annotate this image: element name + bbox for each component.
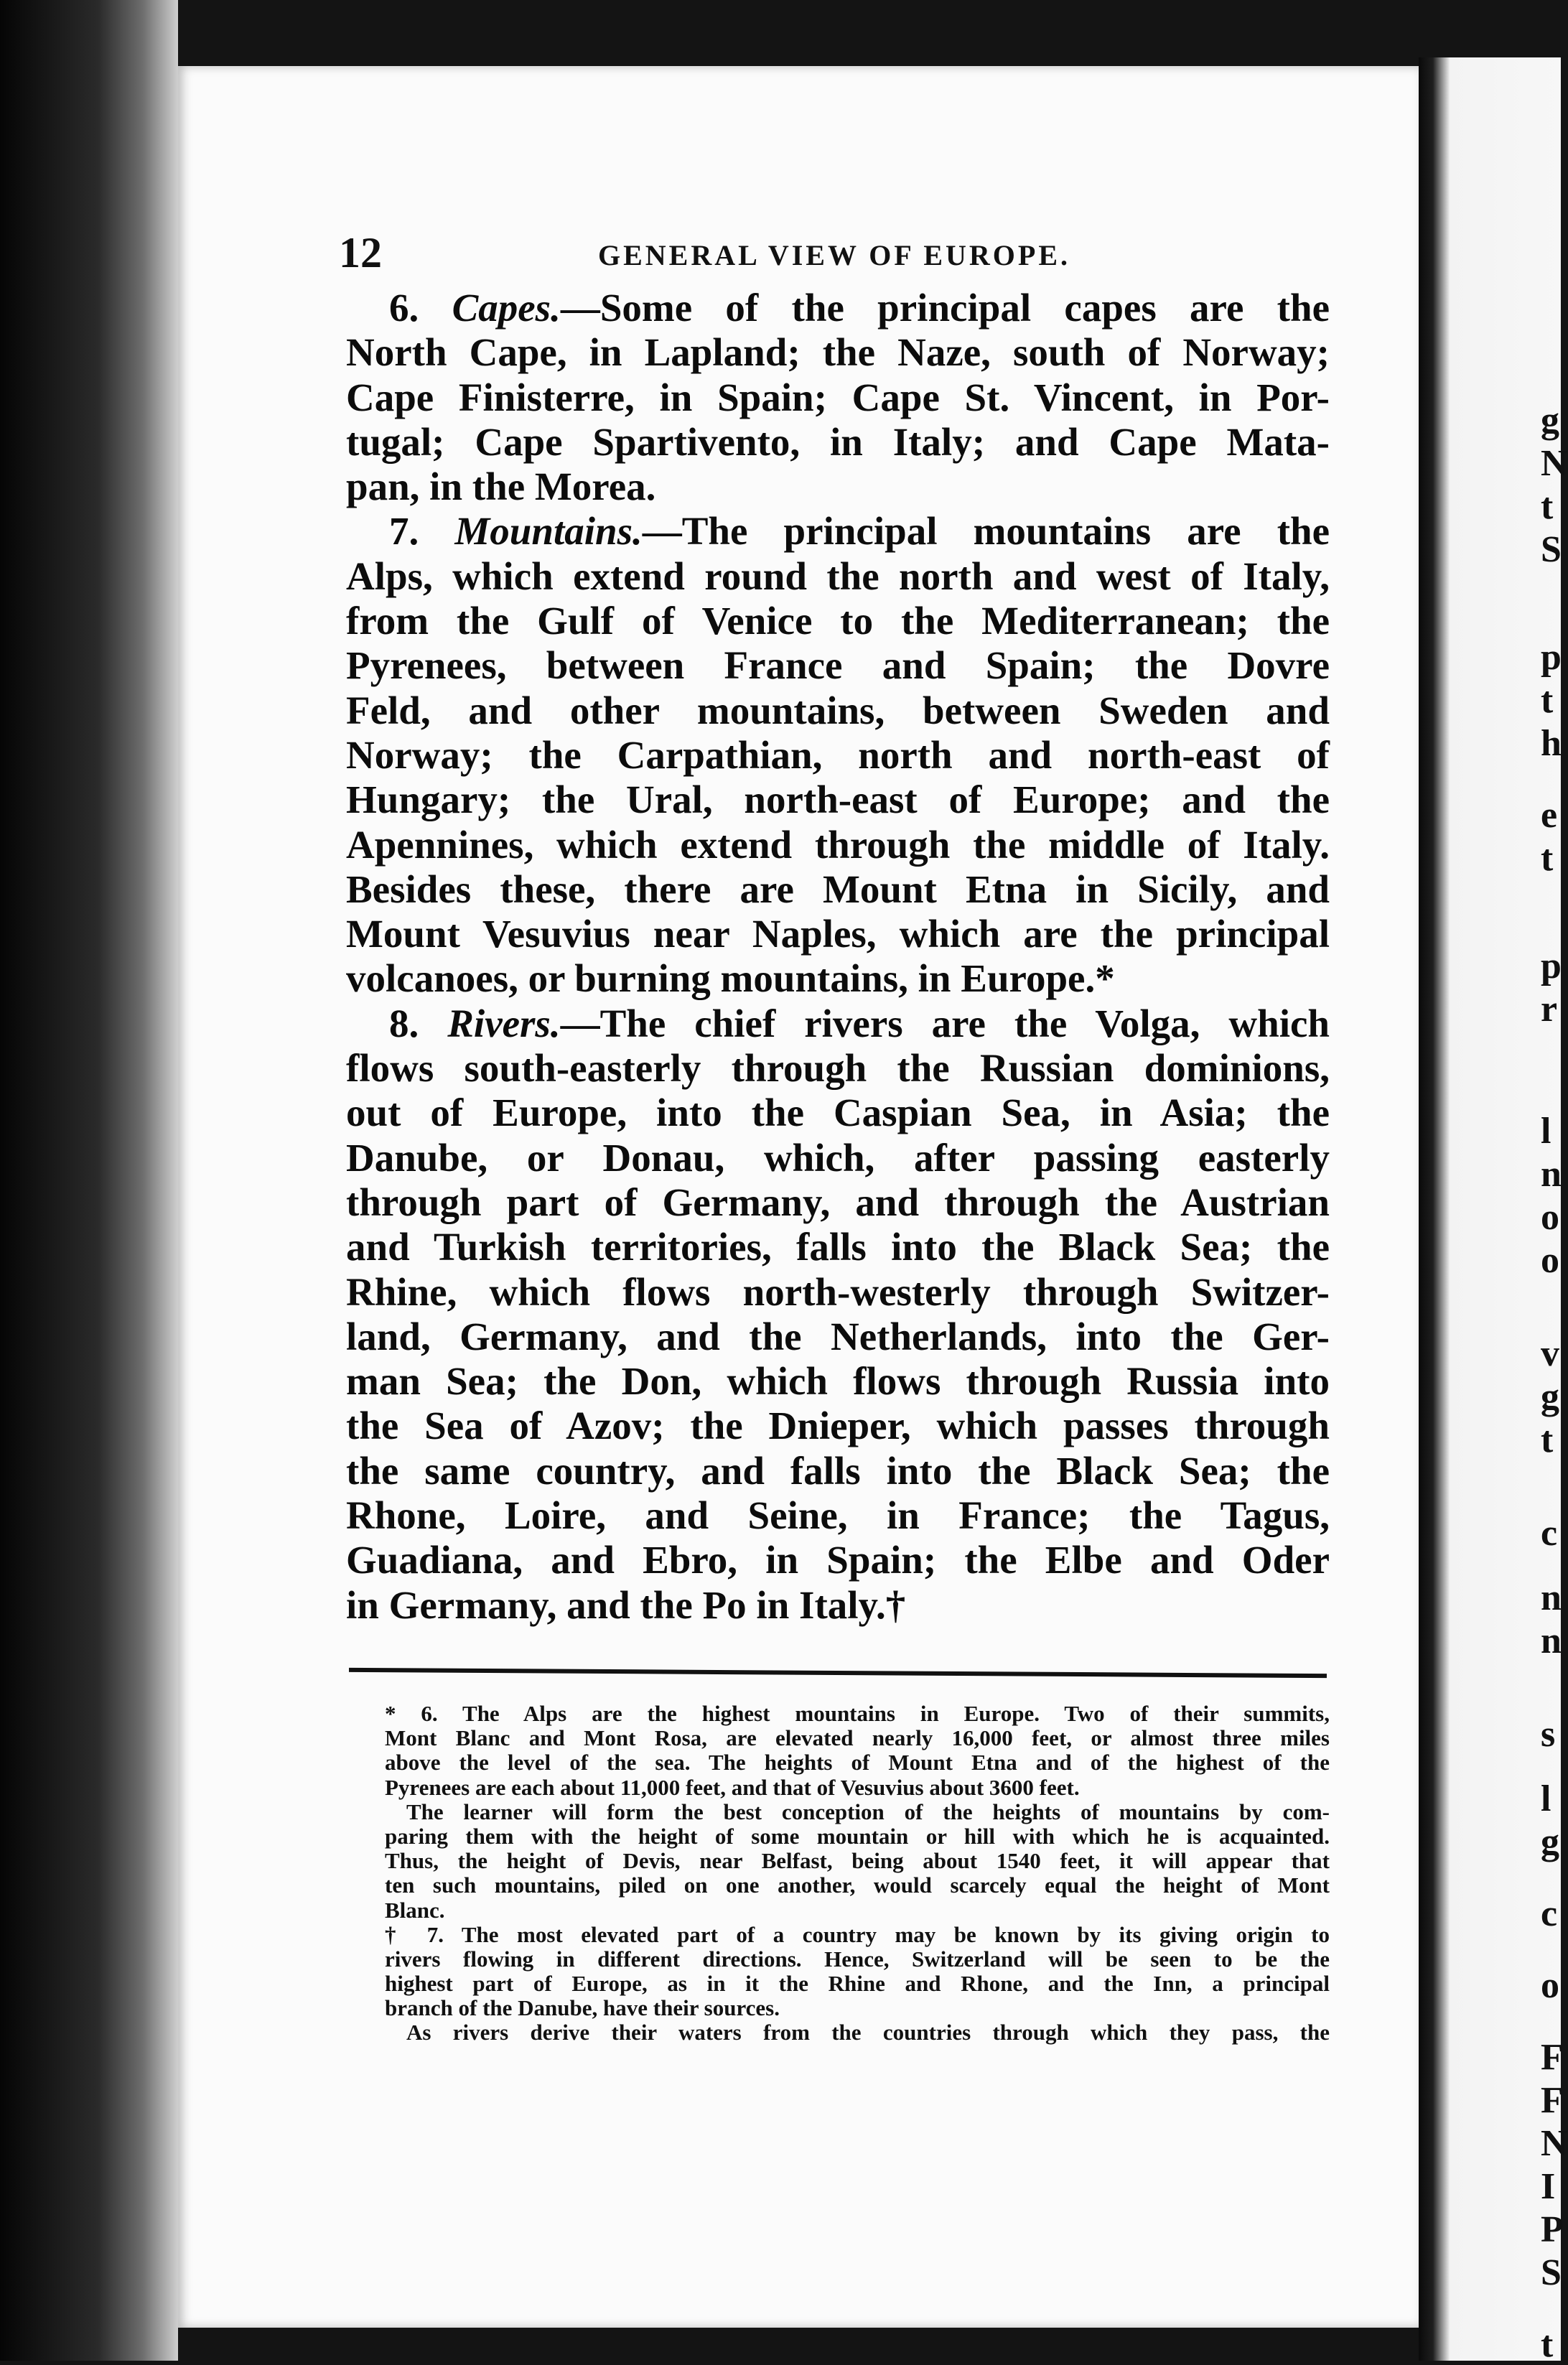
page-number: 12 (339, 229, 382, 276)
text-line (346, 1002, 1330, 1046)
footnote-line: † 7. The most elevated part of a country may be known by its giving origin to (385, 1921, 1330, 1947)
footnote-line: * 6. The Alps are the highest mountains in Europe. Two of their summits, (385, 1701, 1330, 1726)
facing-page-letter: v (1541, 1333, 1559, 1374)
text-line: man Sea; the Don, which flows through Russia into (346, 1359, 1330, 1404)
footnote-line: ten such mountains, piled on one another, would scarcely equal the height of Mont (385, 1872, 1330, 1898)
section-heading: Rivers. (447, 1001, 561, 1045)
facing-page-letter: I (1541, 2166, 1556, 2207)
text-line: Guadiana, and Ebro, in Spain; the Elbe and Oder (346, 1538, 1330, 1582)
facing-page-letter: n (1541, 1577, 1562, 1618)
facing-page-letter: o (1541, 1240, 1559, 1281)
section-number: 7. (389, 509, 455, 554)
facing-page-letter: N (1541, 2123, 1568, 2164)
running-head (339, 228, 1330, 286)
facing-page-letter: c (1541, 1893, 1558, 1934)
text-line: the same country, and falls into the Black Sea; the (346, 1448, 1330, 1493)
footnote-line: highest part of Europe, as in it the Rhine and Rhone, and the Inn, a principal (385, 1971, 1330, 1997)
scan-binding-shadow (0, 0, 178, 2361)
footnote-line: As rivers derive their waters from the countries through which they pass, the (406, 2020, 1330, 2046)
text-line: Danube, or Donau, which, after passing easterly (346, 1135, 1330, 1180)
text-line: land, Germany, and the Netherlands, into the Ger- (346, 1314, 1330, 1358)
facing-page-letter: F (1541, 2080, 1564, 2121)
facing-page-letter: n (1541, 1620, 1562, 1661)
line-text: —Some of the principal capes are the (560, 286, 1330, 330)
text-line: Alps, which extend round the north and west of Italy, (346, 554, 1330, 598)
footnote-line: Pyrenees are each about 11,000 feet, and that of Vesuvius about 3600 feet. (385, 1774, 1080, 1800)
text-line: and Turkish territories, falls into the Black Sea; the (346, 1225, 1330, 1269)
section-number: 8. (389, 1001, 448, 1045)
footnotes (385, 1702, 1330, 2046)
running-title: GENERAL VIEW OF EUROPE. (597, 239, 1071, 271)
text-line: pan, in the Morea. (346, 465, 656, 509)
facing-page-letter: l (1541, 1111, 1551, 1152)
text-line: the Sea of Azov; the Dnieper, which passes through (346, 1404, 1330, 1448)
footnote-line: The learner will form the best conception of the heights of mountains by com- (406, 1799, 1330, 1824)
text-line: Cape Finisterre, in Spain; Cape St. Vincent, in Por- (346, 375, 1330, 419)
facing-page-letter: o (1541, 1197, 1559, 1238)
text-line (346, 509, 1330, 554)
facing-page-letter: S (1541, 529, 1562, 570)
footnote-line: paring them with the height of some mountain or hill with which he is acquainted. (385, 1823, 1330, 1849)
facing-page-letter: l (1541, 1778, 1551, 1819)
text-line: volcanoes, or burning mountains, in Europe.* (346, 956, 1115, 1001)
text-line: flows south-easterly through the Russian dominions, (346, 1046, 1330, 1091)
facing-page-letter: S (1541, 2252, 1562, 2293)
footnote-line: Thus, the height of Devis, near Belfast, being about 1540 feet, it will appear that (385, 1848, 1330, 1874)
facing-page-letter: p (1541, 946, 1562, 986)
facing-page-letter: n (1541, 1154, 1562, 1195)
facing-page-letter: g (1541, 1376, 1559, 1417)
footnote-line: above the level of the sea. The heights of Mount Etna and of the highest of the (385, 1750, 1330, 1776)
footnote (385, 1923, 1330, 2021)
facing-page-letter: g (1541, 400, 1559, 441)
text-line: Besides these, there are Mount Etna in Sicily, and (346, 867, 1330, 911)
text-line: Rhone, Loire, and Seine, in France; the Tagus, (346, 1493, 1330, 1538)
facing-page-letter: t (1541, 486, 1554, 527)
text-line: Apennines, which extend through the middle of Italy. (346, 822, 1330, 867)
facing-page-edge (1419, 57, 1568, 2365)
facing-page-letter: t (1541, 1419, 1554, 1460)
facing-page-letter: p (1541, 637, 1562, 678)
footnote-line: Mont Blanc and Mont Rosa, are elevated nearly 16,000 feet, or almost three miles (385, 1725, 1330, 1751)
facing-page-letter: F (1541, 2037, 1564, 2078)
facing-page-letter: N (1541, 443, 1568, 484)
text-line: tugal; Cape Spartivento, in Italy; and Cape Mata- (346, 419, 1330, 464)
section-heading: Capes. (452, 286, 561, 330)
footnote (385, 1800, 1330, 1923)
footnote-line: branch of the Danube, have their sources. (385, 1995, 780, 2021)
text-line: Feld, and other mountains, between Sweden and (346, 688, 1330, 732)
text-line (346, 286, 1330, 330)
text-line: in Germany, and the Po in Italy.† (346, 1582, 906, 1627)
paragraph-7 (346, 509, 1330, 1001)
footnote (385, 1702, 1330, 1800)
facing-page-letter: e (1541, 795, 1558, 836)
facing-page-letter: t (1541, 838, 1554, 879)
section-number: 6. (389, 286, 452, 330)
text-line: out of Europe, into the Caspian Sea, in Asia; the (346, 1091, 1330, 1135)
footnote (385, 2020, 1330, 2045)
line-text: —The principal mountains are the (642, 509, 1330, 554)
facing-page-letter: P (1541, 2209, 1564, 2250)
text-line: Rhine, which flows north-westerly through Switzer- (346, 1269, 1330, 1314)
footnote-line: rivers flowing in different directions. Hence, Switzerland will be seen to be the (385, 1946, 1330, 1972)
facing-page-letter: h (1541, 723, 1562, 764)
text-line: through part of Germany, and through the Austrian (346, 1180, 1330, 1224)
facing-page-letter: c (1541, 1513, 1558, 1554)
paragraph-6 (346, 286, 1330, 509)
facing-page-letter: t (1541, 680, 1554, 721)
text-line: North Cape, in Lapland; the Naze, south of Norway; (346, 330, 1330, 375)
paragraph-8 (346, 1002, 1330, 1628)
line-text: —The chief rivers are the Volga, which (560, 1001, 1330, 1045)
facing-page-letter: o (1541, 1965, 1559, 2006)
section-heading: Mountains. (454, 509, 643, 554)
text-line: Mount Vesuvius near Naples, which are the principal (346, 912, 1330, 956)
text-line: Hungary; the Ural, north-east of Europe; and the (346, 778, 1330, 822)
facing-page-letter: t (1541, 2324, 1554, 2365)
text-line: Norway; the Carpathian, north and north-east of (346, 732, 1330, 777)
body-text (346, 286, 1330, 1628)
facing-page-letter: s (1541, 1714, 1556, 1755)
text-line: Pyrenees, between France and Spain; the Dovre (346, 643, 1330, 688)
text-line: from the Gulf of Venice to the Mediterranean; the (346, 599, 1330, 643)
facing-page-letter: g (1541, 1821, 1559, 1862)
facing-page-letter: r (1541, 989, 1558, 1030)
footnote-line: Blanc. (385, 1897, 445, 1923)
